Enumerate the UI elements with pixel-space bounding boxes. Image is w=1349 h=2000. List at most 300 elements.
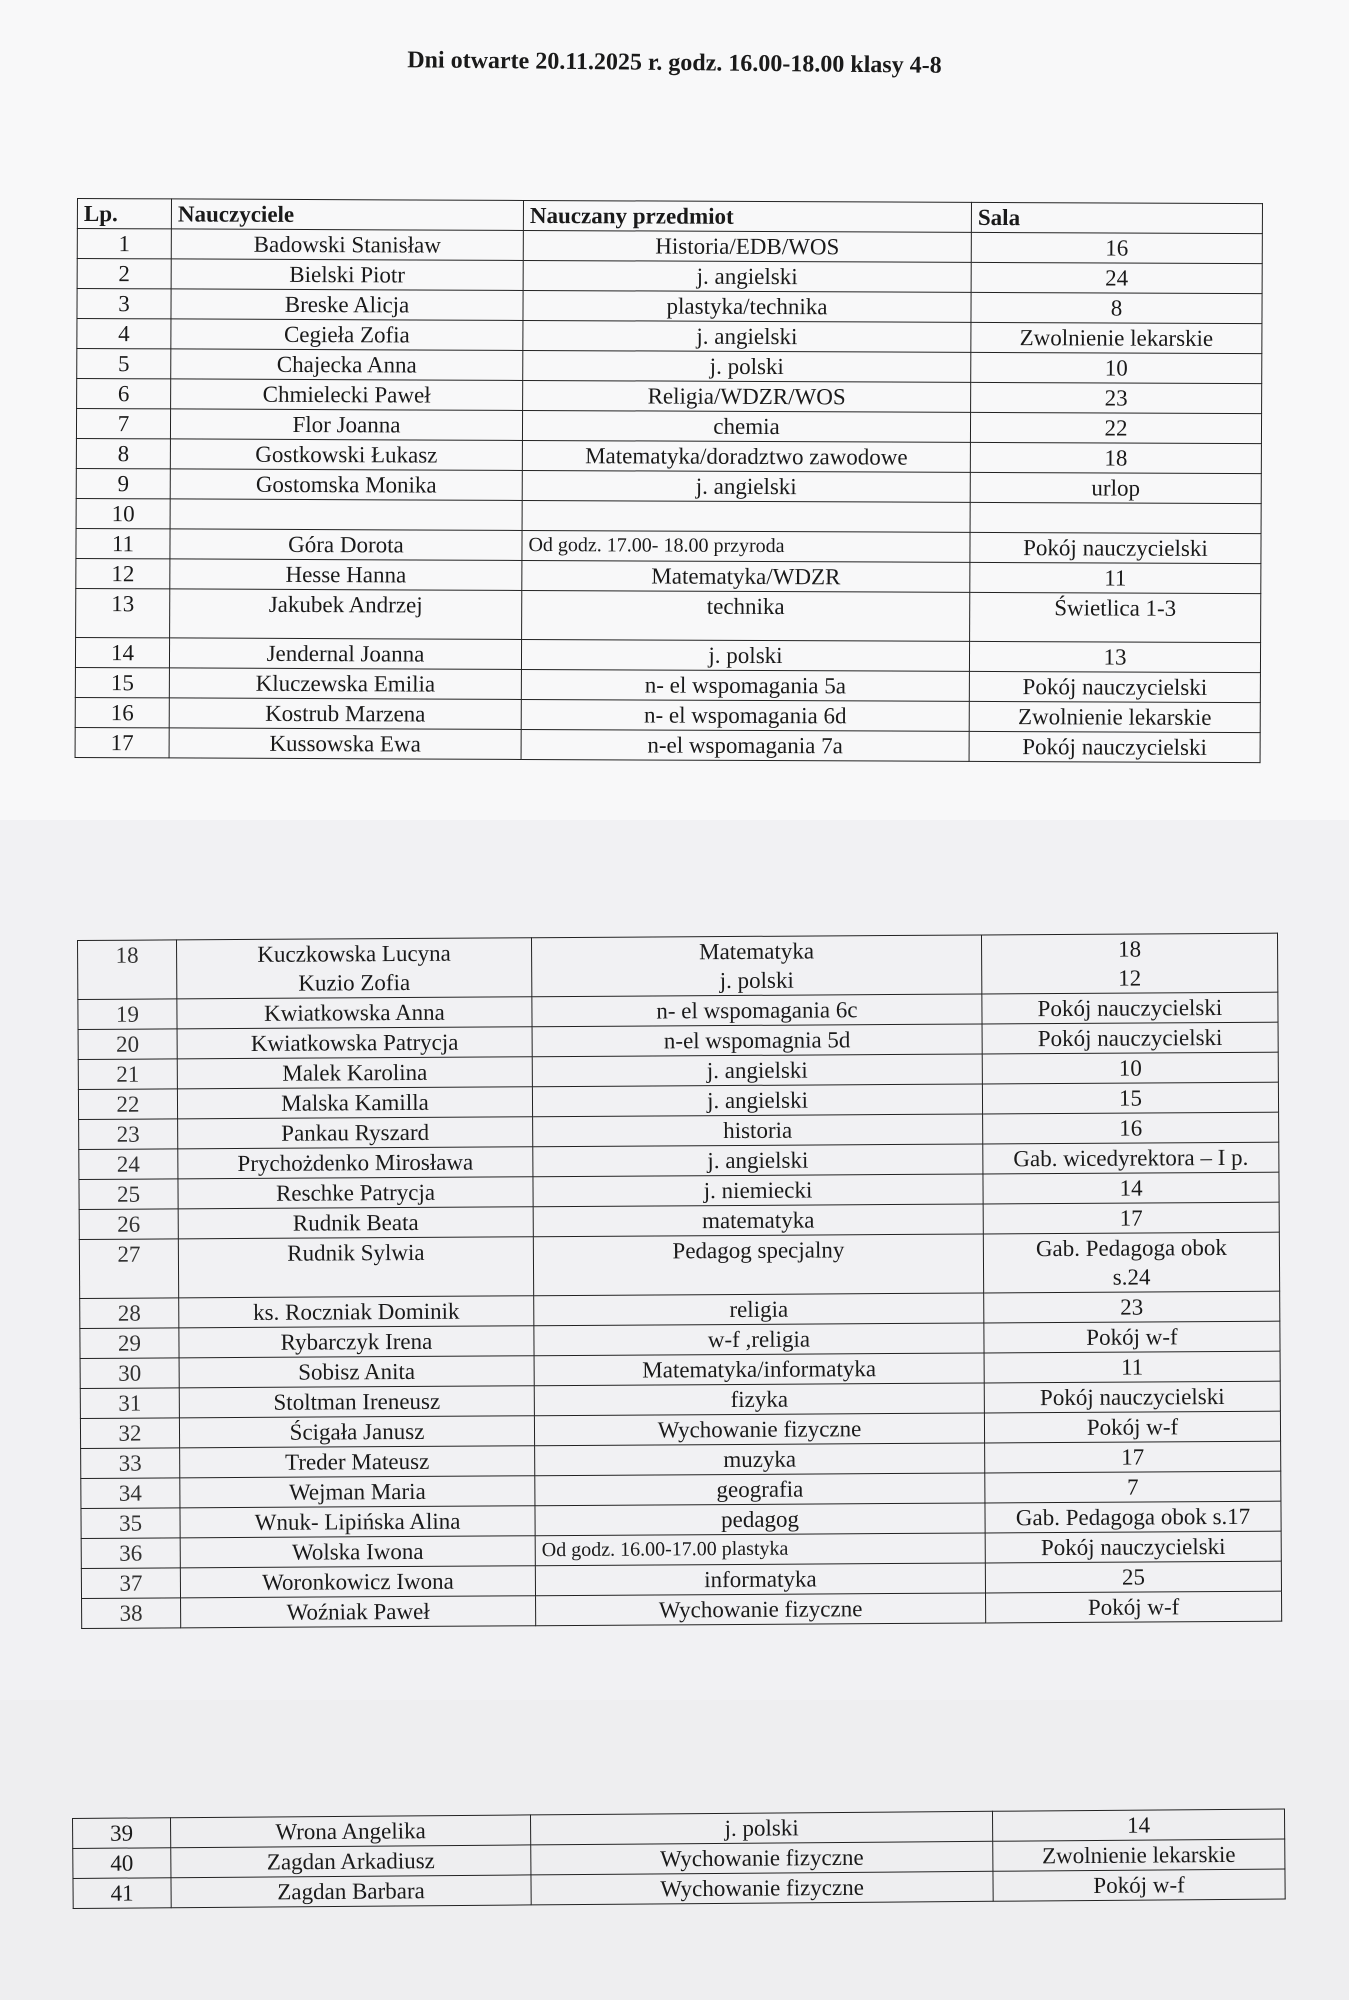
teacher-name bbox=[171, 259, 523, 291]
teacher-name bbox=[179, 1386, 534, 1418]
subject bbox=[530, 1811, 992, 1845]
room bbox=[983, 1112, 1279, 1144]
teacher-name-text: Zagdan Arkadiusz bbox=[266, 1848, 435, 1875]
teacher-name-text: Bielski Piotr bbox=[289, 261, 406, 288]
teacher-name bbox=[169, 698, 521, 730]
row-number bbox=[76, 498, 170, 528]
row-number-text: 26 bbox=[117, 1211, 141, 1237]
room bbox=[985, 1441, 1281, 1473]
subject-text: j. angielski bbox=[706, 1087, 809, 1114]
row-number bbox=[73, 1878, 171, 1909]
teacher-name-text: Jendernal Joanna bbox=[266, 640, 425, 667]
room bbox=[984, 1321, 1280, 1353]
subject bbox=[534, 1293, 984, 1326]
teacher-name-text: Woronkowicz Iwona bbox=[262, 1568, 454, 1595]
room bbox=[992, 1809, 1284, 1841]
room bbox=[970, 592, 1261, 642]
subject-text: j. angielski bbox=[696, 323, 798, 350]
row-number bbox=[75, 667, 169, 697]
teacher-name bbox=[177, 997, 532, 1029]
subject-text: Wychowanie fizyczne bbox=[658, 1596, 863, 1623]
teacher-name bbox=[171, 349, 523, 381]
document-title: Dni otwarte 20.11.2025 r. godz. 16.00-18.00 klasy 4-8 bbox=[407, 47, 942, 79]
subject-text: j. angielski bbox=[706, 1057, 808, 1084]
row-number-text: 18 bbox=[115, 942, 139, 968]
subject bbox=[523, 380, 971, 412]
row-number bbox=[75, 727, 169, 757]
header-teachers: Nauczyciele bbox=[171, 199, 523, 231]
room-text: 25 bbox=[1121, 1564, 1145, 1590]
room-text: 17 bbox=[1121, 1444, 1145, 1470]
subject-text: n- el wspomagania 6d bbox=[643, 702, 847, 729]
room bbox=[984, 1381, 1280, 1413]
subject bbox=[523, 320, 971, 352]
teacher-name bbox=[170, 559, 522, 591]
teachers-table-part-1 bbox=[75, 198, 1263, 763]
subject-text: Wychowanie fizyczne bbox=[660, 1874, 864, 1902]
subject-text-2: j. polski bbox=[719, 967, 794, 994]
row-number bbox=[79, 1239, 178, 1299]
room bbox=[984, 1411, 1280, 1443]
room-text: 16 bbox=[1105, 235, 1129, 261]
subject bbox=[521, 699, 969, 731]
room bbox=[982, 1022, 1278, 1054]
row-number bbox=[79, 1179, 178, 1210]
subject-text: Matematyka/informatyka bbox=[642, 1356, 877, 1383]
teacher-name-text: Rudnik Sylwia bbox=[287, 1239, 425, 1266]
row-number-text: 40 bbox=[110, 1850, 134, 1876]
row-number bbox=[81, 1508, 180, 1539]
teacher-name bbox=[171, 289, 523, 321]
row-number-text: 17 bbox=[110, 730, 134, 756]
subject bbox=[534, 1353, 984, 1386]
subject-text: j. angielski bbox=[696, 263, 798, 290]
room-text: Pokój nauczycielski bbox=[1023, 535, 1208, 561]
subject bbox=[522, 590, 970, 641]
row-number bbox=[78, 1059, 177, 1090]
teacher-name bbox=[170, 409, 522, 441]
room-text: 24 bbox=[1105, 265, 1129, 291]
room-text: 23 bbox=[1120, 1294, 1144, 1320]
teacher-name-text: Prychożdenko Mirosława bbox=[237, 1149, 474, 1177]
room-text: 17 bbox=[1119, 1205, 1143, 1231]
row-number-text: 6 bbox=[117, 381, 130, 407]
room-text: Pokój nauczycielski bbox=[1022, 674, 1208, 700]
subject bbox=[535, 1473, 985, 1506]
table-row bbox=[79, 1232, 1279, 1298]
room-text: 13 bbox=[1103, 644, 1127, 670]
teacher-name-text: Chajecka Anna bbox=[276, 351, 417, 378]
subject-text: Matematyka bbox=[699, 938, 815, 965]
row-number-text: 38 bbox=[119, 1600, 143, 1626]
row-number-text: 32 bbox=[118, 1420, 142, 1446]
teacher-name-text: Breske Alicja bbox=[284, 291, 410, 318]
subject-text: religia bbox=[729, 1296, 789, 1323]
teacher-name bbox=[179, 1326, 534, 1358]
subject-text: Religia/WDZR/WOS bbox=[647, 383, 846, 410]
subject bbox=[523, 350, 971, 382]
room-text: Pokój w-f bbox=[1086, 1414, 1179, 1440]
teacher-name bbox=[178, 1147, 533, 1179]
subject bbox=[535, 1563, 985, 1596]
subject-text: n-el wspomagania 7a bbox=[647, 732, 843, 759]
room bbox=[970, 412, 1261, 443]
row-number bbox=[76, 409, 170, 439]
subject-text: j. angielski bbox=[707, 1147, 809, 1174]
room-text: Pokój nauczycielski bbox=[1040, 1533, 1226, 1561]
row-number-text: 24 bbox=[116, 1151, 140, 1177]
room-text: Pokój w-f bbox=[1086, 1324, 1178, 1350]
teacher-name bbox=[170, 499, 522, 531]
subject bbox=[533, 1174, 983, 1207]
row-number bbox=[81, 1568, 180, 1599]
row-number bbox=[76, 468, 170, 498]
teacher-name bbox=[171, 1815, 531, 1848]
row-number bbox=[75, 637, 169, 667]
subject-text: Matematyka/WDZR bbox=[651, 563, 841, 590]
row-number-text: 22 bbox=[116, 1091, 140, 1117]
room bbox=[983, 1172, 1279, 1204]
subject bbox=[523, 230, 971, 262]
room-text: Gab. Pedagoga obok s.17 bbox=[1015, 1503, 1251, 1531]
room-text: Świetlica 1-3 bbox=[1054, 595, 1177, 621]
room bbox=[969, 671, 1260, 702]
teacher-name-text: Rudnik Beata bbox=[292, 1209, 419, 1236]
teacher-name bbox=[169, 668, 521, 700]
room bbox=[970, 472, 1261, 503]
row-number bbox=[73, 1818, 171, 1849]
subject bbox=[521, 669, 969, 701]
teacher-name-text: Stoltman Ireneusz bbox=[273, 1388, 441, 1415]
subject bbox=[534, 1323, 984, 1356]
room bbox=[970, 442, 1261, 473]
room bbox=[985, 1531, 1281, 1563]
row-number-text: 28 bbox=[117, 1300, 141, 1326]
row-number-text: 30 bbox=[118, 1360, 142, 1386]
row-number-text: 27 bbox=[117, 1241, 141, 1267]
teacher-name-text: Gostomska Monika bbox=[255, 471, 437, 498]
teacher-name-text: Woźniak Paweł bbox=[286, 1598, 430, 1625]
teacher-name bbox=[180, 1476, 535, 1508]
subject bbox=[533, 1204, 983, 1237]
teacher-name bbox=[170, 469, 522, 501]
row-number-text: 2 bbox=[118, 261, 130, 287]
teachers-table-part-2 bbox=[77, 933, 1282, 1629]
row-number bbox=[77, 259, 171, 289]
room-text: 14 bbox=[1126, 1812, 1151, 1838]
subject-text: muzyka bbox=[723, 1446, 797, 1473]
subject-text: Od godz. 17.00- 18.00 przyroda bbox=[528, 533, 785, 558]
row-number bbox=[76, 588, 170, 637]
header-subject: Nauczany przedmiot bbox=[523, 200, 971, 232]
teacher-name-text: Wejman Maria bbox=[288, 1478, 426, 1505]
subject bbox=[532, 994, 982, 1027]
room-text: Zwolnienie lekarskie bbox=[1017, 704, 1212, 730]
row-number-text: 1 bbox=[118, 231, 131, 257]
row-number-text: 13 bbox=[111, 591, 135, 617]
teacher-name bbox=[181, 1596, 536, 1628]
subject bbox=[523, 260, 971, 292]
subject-text: j. polski bbox=[708, 642, 783, 669]
row-number bbox=[77, 379, 171, 409]
subject-text: j. niemiecki bbox=[703, 1177, 813, 1204]
row-number-text: 35 bbox=[118, 1510, 143, 1536]
row-number bbox=[76, 438, 170, 468]
row-number-text: 12 bbox=[111, 561, 135, 587]
teacher-name-text: Ścigała Janusz bbox=[289, 1418, 425, 1445]
teacher-name bbox=[178, 1207, 533, 1239]
room bbox=[982, 1082, 1278, 1114]
subject-text: matematyka bbox=[701, 1207, 815, 1234]
subject-text: j. angielski bbox=[695, 473, 797, 500]
row-number bbox=[75, 697, 169, 727]
room-text: 18 bbox=[1117, 936, 1142, 962]
row-number bbox=[81, 1448, 180, 1479]
room-text: Pokój nauczycielski bbox=[1022, 734, 1207, 760]
room-text: 18 bbox=[1104, 445, 1128, 471]
row-number-text: 14 bbox=[110, 640, 135, 666]
room-text: urlop bbox=[1091, 475, 1141, 501]
teacher-name-text: Zagdan Barbara bbox=[277, 1878, 425, 1905]
room bbox=[982, 1052, 1278, 1084]
teacher-name-text: Wrona Angelika bbox=[275, 1818, 426, 1845]
teacher-name bbox=[180, 1506, 535, 1538]
row-number-text: 11 bbox=[111, 531, 135, 557]
row-number bbox=[76, 528, 170, 558]
row-number bbox=[79, 1149, 178, 1180]
teacher-name bbox=[171, 1845, 531, 1878]
row-number-text: 39 bbox=[110, 1820, 134, 1846]
subject bbox=[531, 1871, 993, 1905]
row-number-text: 31 bbox=[118, 1390, 142, 1416]
teacher-name-text: Kwiatkowska Anna bbox=[263, 999, 445, 1026]
subject bbox=[522, 500, 970, 532]
row-number bbox=[78, 1029, 177, 1060]
subject-text: n- el wspomagania 5a bbox=[644, 672, 847, 699]
subject bbox=[536, 1593, 986, 1626]
subject-text: n-el wspomagnia 5d bbox=[663, 1027, 851, 1054]
room bbox=[993, 1839, 1285, 1871]
subject-text: j. polski bbox=[724, 1815, 799, 1841]
subject bbox=[535, 1443, 985, 1476]
teacher-name bbox=[178, 1117, 533, 1149]
teacher-name-text: Badowski Stanisław bbox=[253, 231, 441, 258]
room-text: Pokój w-f bbox=[1087, 1594, 1180, 1620]
subject-text: fizyka bbox=[730, 1386, 789, 1413]
room-text: 22 bbox=[1104, 415, 1128, 441]
subject bbox=[532, 1054, 982, 1087]
subject-text: n- el wspomagania 6c bbox=[656, 997, 858, 1024]
row-number-text: 36 bbox=[119, 1540, 143, 1566]
room bbox=[984, 1351, 1280, 1383]
subject-text: j. polski bbox=[709, 353, 784, 380]
teacher-name-text: Malek Karolina bbox=[282, 1059, 428, 1086]
row-number bbox=[82, 1598, 181, 1629]
teacher-name-text: Gostkowski Łukasz bbox=[255, 441, 438, 468]
room bbox=[983, 1202, 1279, 1234]
subject-text: Matematyka/doradztwo zawodowe bbox=[585, 443, 908, 470]
subject bbox=[522, 410, 970, 442]
subject-text: technika bbox=[706, 593, 785, 620]
teacher-name bbox=[171, 1875, 531, 1908]
row-number-text: 16 bbox=[110, 700, 134, 726]
teacher-name-text-2: Kuzio Zofia bbox=[298, 969, 411, 996]
subject bbox=[522, 560, 970, 592]
teacher-name-text: Kostrub Marzena bbox=[265, 700, 426, 727]
room bbox=[982, 992, 1278, 1024]
subject bbox=[534, 1413, 984, 1446]
room-text: 16 bbox=[1119, 1115, 1143, 1141]
teacher-name-text: Chmielecki Paweł bbox=[262, 381, 431, 408]
room bbox=[970, 562, 1261, 593]
subject bbox=[521, 639, 969, 671]
table-row bbox=[77, 229, 1262, 264]
room-text: 8 bbox=[1110, 295, 1123, 321]
room bbox=[985, 1471, 1281, 1503]
room-text: Pokój nauczycielski bbox=[1037, 995, 1223, 1022]
subject-text: pedagog bbox=[721, 1506, 800, 1533]
room bbox=[983, 1142, 1279, 1174]
row-number bbox=[73, 1848, 171, 1879]
teacher-name-text: ks. Roczniak Dominik bbox=[253, 1298, 460, 1325]
room bbox=[984, 1291, 1280, 1323]
row-number bbox=[78, 999, 177, 1030]
row-number bbox=[77, 319, 171, 349]
subject bbox=[532, 1024, 982, 1057]
subject bbox=[533, 1114, 983, 1147]
teacher-name bbox=[177, 1057, 532, 1089]
row-number-text: 37 bbox=[119, 1570, 143, 1596]
subject-text: Wychowanie fizyczne bbox=[659, 1844, 864, 1872]
room bbox=[985, 1561, 1281, 1593]
subject-text: Od godz. 16.00-17.00 plastyka bbox=[541, 1537, 789, 1562]
table-row bbox=[78, 933, 1278, 999]
room-text bbox=[977, 503, 1255, 504]
teacher-name-text: Kluczewska Emilia bbox=[255, 670, 436, 697]
row-number-text: 20 bbox=[116, 1031, 140, 1057]
subject bbox=[531, 935, 981, 997]
room-text: Pokój nauczycielski bbox=[1039, 1383, 1225, 1411]
subject bbox=[522, 530, 970, 562]
subject bbox=[522, 470, 970, 502]
row-number bbox=[78, 940, 177, 1000]
row-number bbox=[76, 558, 170, 588]
row-number-text: 33 bbox=[118, 1450, 142, 1476]
table-row bbox=[75, 727, 1260, 762]
row-number-text: 9 bbox=[117, 471, 130, 497]
subject-text: geografia bbox=[716, 1476, 804, 1503]
subject bbox=[534, 1383, 984, 1416]
row-number-text: 10 bbox=[111, 501, 135, 527]
room-text: Gab. Pedagoga obok bbox=[1035, 1234, 1227, 1262]
subject-text bbox=[529, 501, 964, 503]
row-number-text: 8 bbox=[117, 441, 130, 467]
teacher-name bbox=[179, 1296, 534, 1328]
teacher-name bbox=[177, 1087, 532, 1119]
room bbox=[969, 701, 1260, 732]
teacher-name bbox=[171, 379, 523, 411]
row-number bbox=[81, 1478, 180, 1509]
table-header-row bbox=[77, 199, 1262, 234]
row-number-text: 34 bbox=[118, 1480, 142, 1506]
room-text: Pokój nauczycielski bbox=[1037, 1025, 1223, 1052]
teacher-name-text: Góra Dorota bbox=[288, 531, 404, 558]
row-number-text: 21 bbox=[116, 1061, 140, 1087]
teacher-name bbox=[171, 229, 523, 261]
teacher-name bbox=[170, 529, 522, 561]
teacher-name bbox=[180, 1536, 535, 1568]
teacher-name bbox=[169, 728, 521, 760]
subject bbox=[533, 1234, 983, 1296]
teacher-name-text bbox=[177, 499, 516, 500]
row-number-text: 41 bbox=[110, 1880, 134, 1906]
teacher-name bbox=[178, 1237, 533, 1298]
room-text: Zwolnienie lekarskie bbox=[1041, 1841, 1236, 1869]
row-number-text: 29 bbox=[117, 1330, 142, 1356]
teacher-name-text: Jakubek Andrzej bbox=[268, 591, 423, 618]
room-text: 7 bbox=[1127, 1474, 1139, 1500]
teachers-table-part-3 bbox=[72, 1808, 1286, 1909]
room bbox=[971, 232, 1262, 263]
row-number bbox=[78, 1089, 177, 1120]
subject-text: Pedagog specjalny bbox=[672, 1237, 845, 1264]
teacher-name bbox=[177, 938, 532, 999]
teacher-name bbox=[179, 1356, 534, 1388]
room bbox=[971, 382, 1262, 413]
row-number-text: 3 bbox=[118, 291, 130, 317]
teacher-name-text: Kuczkowska Lucyna bbox=[257, 940, 451, 967]
teacher-name-text: Reschke Patrycja bbox=[275, 1179, 436, 1206]
room-text-2: 12 bbox=[1118, 965, 1142, 991]
teacher-name bbox=[171, 319, 523, 351]
teacher-name-text: Malska Kamilla bbox=[281, 1089, 429, 1116]
row-number-text: 23 bbox=[116, 1121, 140, 1147]
room bbox=[986, 1591, 1282, 1623]
room-text: 14 bbox=[1119, 1175, 1143, 1201]
row-number-text: 25 bbox=[116, 1181, 141, 1207]
room bbox=[993, 1869, 1285, 1901]
room bbox=[970, 532, 1261, 563]
subject bbox=[521, 729, 969, 761]
room-text: 10 bbox=[1118, 1055, 1142, 1081]
subject bbox=[531, 1841, 993, 1875]
room-text: 10 bbox=[1104, 355, 1128, 381]
subject bbox=[522, 440, 970, 472]
teacher-name bbox=[170, 589, 522, 640]
room-text: 15 bbox=[1118, 1085, 1143, 1111]
row-number bbox=[79, 1119, 178, 1150]
teacher-name bbox=[180, 1446, 535, 1478]
room-text: 23 bbox=[1104, 385, 1128, 411]
subject bbox=[535, 1533, 985, 1566]
room-text: Pokój w-f bbox=[1093, 1872, 1185, 1898]
teacher-name-text: Cegieła Zofia bbox=[283, 321, 410, 348]
room-text: 11 bbox=[1104, 565, 1127, 591]
room bbox=[969, 641, 1260, 672]
row-number bbox=[80, 1358, 179, 1389]
room-text: Gab. wicedyrektora – I p. bbox=[1013, 1144, 1249, 1172]
row-number bbox=[77, 229, 171, 259]
subject-text: chemia bbox=[713, 413, 780, 440]
subject bbox=[532, 1084, 982, 1117]
teacher-name-text: Pankau Ryszard bbox=[281, 1119, 430, 1146]
room bbox=[981, 933, 1277, 994]
row-number-text: 5 bbox=[117, 351, 130, 377]
teacher-name bbox=[169, 638, 521, 670]
room bbox=[971, 292, 1262, 323]
row-number-text: 7 bbox=[117, 411, 130, 437]
subject-text: Historia/EDB/WOS bbox=[655, 233, 840, 260]
